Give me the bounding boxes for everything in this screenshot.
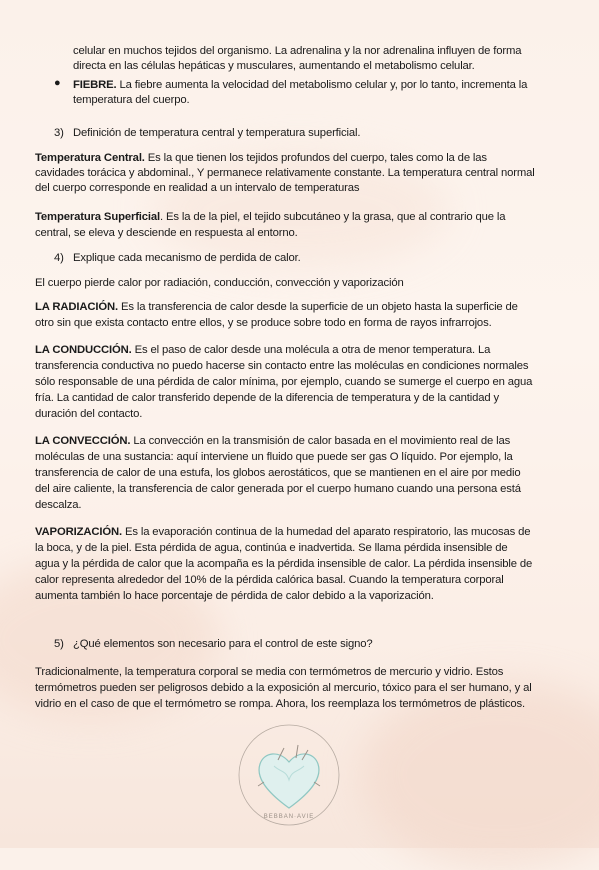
text-line: la boca, y de la piel. Esta pérdida de agua, continúa e inadvertida. Se llama pérdida insensible de	[35, 542, 508, 554]
term-label: FIEBRE.	[73, 79, 117, 91]
text-line: sólo responsable de una pérdida de calor mínima, por ejemplo, cuando se sumerge el cuerpo en agua	[35, 376, 533, 388]
paragraph-fiebre	[73, 78, 527, 93]
list-number: 4)	[54, 252, 64, 264]
logo-caption: BEBBAN·AVIE	[263, 814, 315, 820]
text-line: transferencia conductiva no puedo hacerse sin contacto entre las moléculas en condiciones normales	[35, 360, 529, 372]
text-line: La convección en la transmisión de calor basada en el movimiento real de las	[130, 435, 511, 447]
intro-line: El cuerpo pierde calor por radiación, conducción, convección y vaporización	[35, 277, 404, 289]
text-line: central, se eleva y desciende en respuesta al entorno.	[35, 227, 298, 239]
term-label: LA CONVECCIÓN.	[35, 435, 131, 447]
text-line: fría. La cantidad de calor transferido depende de la diferencia de temperatura y de la cantidad y	[35, 392, 499, 404]
question-5	[54, 637, 373, 652]
text-line: otro sin que exista contacto entre ellos, y se produce sobre todo en forma de rayos infrarrojos.	[35, 317, 492, 329]
text-line: aumenta también lo hace porcentaje de pérdida de calor debido a la vaporización.	[35, 590, 434, 602]
paragraph-temp-superficial	[35, 210, 505, 225]
term-label: Temperatura Superficial	[35, 211, 161, 223]
text-line: Es la transferencia de calor desde la superficie de un objeto hasta la superficie de	[117, 301, 518, 313]
paragraph-temp-central	[35, 151, 487, 166]
text-line: temperatura del cuerpo.	[73, 94, 190, 106]
question-3	[54, 126, 360, 141]
text-line: Es la que tienen los tejidos profundos del cuerpo, tales como la de las	[144, 152, 487, 164]
list-number: 5)	[54, 638, 64, 650]
paragraph-radiacion	[35, 300, 518, 315]
text-line: moléculas de una sustancia: aquí interviene un fluido que puede ser gas O líquido. Por ejemplo, la	[35, 451, 513, 463]
bullet-icon: ●	[54, 77, 61, 89]
text-line: calor representa alrededor del 10% de la pérdida calórica basal. Cuando la temperatura corporal	[35, 574, 504, 586]
text-line: Es el paso de calor desde una molécula a otra de menor temperatura. La	[131, 344, 491, 356]
term-label: Temperatura Central.	[35, 152, 145, 164]
text-line: duración del contacto.	[35, 408, 143, 420]
text-line: termómetros pueden ser peligrosos debido a la exposición al mercurio, tóxico para el ser humano, y al	[35, 682, 532, 694]
text-line: vidrio en el caso de que el termómetro se rompa. Ahora, los reemplaza los termómetros de plásticos.	[35, 698, 525, 710]
text-line: agua y la pérdida de calor que la acompaña es la pérdida insensible de calor. La pérdida insensible de	[35, 558, 533, 570]
text-line: celular en muchos tejidos del organismo. La adrenalina y la nor adrenalina influyen de forma	[73, 45, 522, 57]
text-line: descalza.	[35, 499, 82, 511]
text-line: del aire caliente, la transferencia de calor generada por el cuerpo humano cuando una persona está	[35, 483, 521, 495]
question-text: ¿Qué elementos son necesario para el control de este signo?	[73, 638, 373, 650]
question-text: Definición de temperatura central y temperatura superficial.	[73, 127, 361, 139]
text-line: Es la evaporación continua de la humedad del aparato respiratorio, las mucosas de	[121, 526, 531, 538]
text-line: directa en las células hepáticas y musculares, aumentando el metabolismo celular.	[73, 60, 475, 72]
paragraph-tradicional: Tradicionalmente, la temperatura corporal se media con termómetros de mercurio y vidrio. Estos	[35, 666, 504, 678]
paragraph-conduccion	[35, 343, 490, 358]
list-number: 3)	[54, 127, 64, 139]
text-line: La fiebre aumenta la velocidad del metabolismo celular y, por lo tanto, incrementa la	[116, 79, 528, 91]
question-4	[54, 251, 301, 266]
term-label: VAPORIZACIÓN.	[35, 526, 122, 538]
paragraph-vaporizacion	[35, 525, 530, 540]
heart-logo	[234, 720, 344, 830]
text-line: transferencia de calor de una estufa, los globos aerostáticos, que se mantienen en el aire por medio	[35, 467, 521, 479]
paragraph-conveccion	[35, 434, 510, 449]
term-label: LA CONDUCCIÓN.	[35, 344, 132, 356]
term-label: LA RADIACIÓN.	[35, 301, 118, 313]
heart-logo-graphic	[234, 720, 344, 830]
text-line: . Es la de la piel, el tejido subcutáneo y la grasa, que al contrario que la	[160, 211, 506, 223]
text-line: del cuerpo corresponde en realidad a un intervalo de temperaturas	[35, 182, 360, 194]
question-text: Explique cada mecanismo de perdida de calor.	[73, 252, 301, 264]
text-line: cavidades torácica y abdominal., Y permanece relativamente constante. La temperatura central normal	[35, 167, 535, 179]
